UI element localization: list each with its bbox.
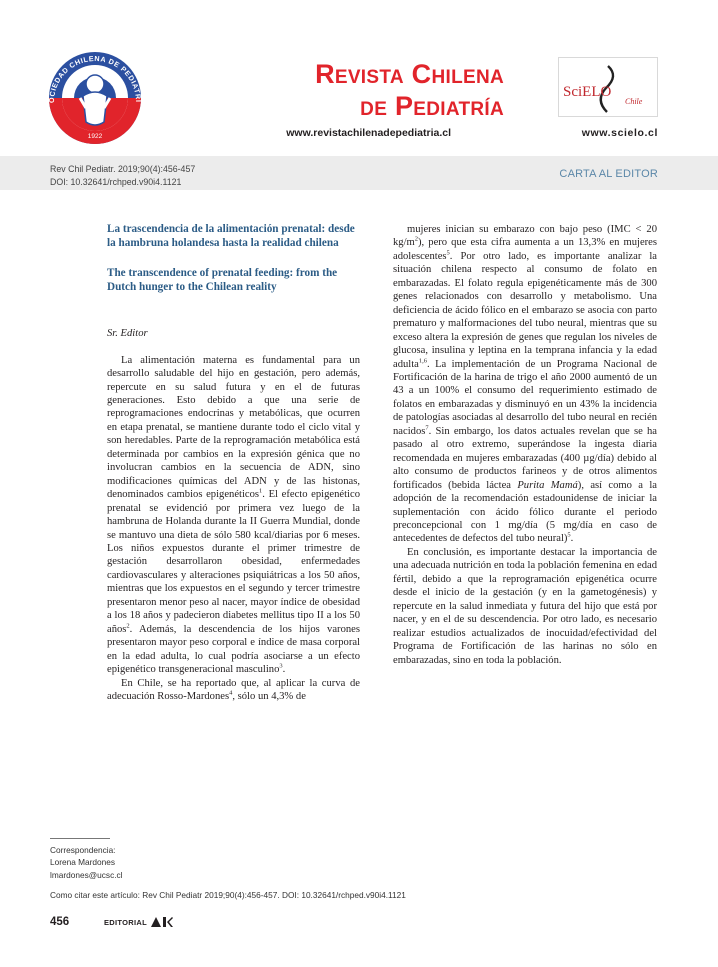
- author-email[interactable]: lmardones@ucsc.cl: [50, 869, 123, 880]
- publisher-mark-icon: [150, 916, 174, 928]
- journal-title-line-2: de Pediatría: [360, 91, 504, 121]
- page-number: 456: [50, 916, 70, 928]
- title-spanish: La trascendencia de la alimentación prenatal: desde la hambruna holandesa hasta la realidad chilena: [107, 223, 355, 250]
- scielo-suffix: Chile: [625, 97, 643, 106]
- seal-year: 1922: [87, 133, 103, 140]
- cite-as-line: Como citar este artículo: Rev Chil Pediatr 2019;90(4):456-457. DOI: 10.32641/rchped.v90i4.1121: [50, 890, 406, 900]
- citation-block: [50, 163, 195, 189]
- title-english: The transcendence of prenatal feeding: from the Dutch hunger to the Chilean reality: [107, 266, 338, 293]
- citation-line: Rev Chil Pediatr. 2019;90(4):456-457: [50, 164, 196, 174]
- product-name: Purita Mamá: [517, 479, 578, 491]
- paragraph-1: La alimentación materna es fundamental para un desarrollo saludable del hijo en gestación, pero además, repercute en su salud futura y en el de futuras generaciones. Esto debido a que una serie de reprogramaciones endocrinas y metabólicas, que ocurren en etapa prenatal, se mantiene durante todo el ciclo vital y son heredables. Parte de la reprogramación metabólica está determinada por cambios en la expresión génica que no involucran cambios en la secuencia de ADN, sino modificaciones químicas del ADN y de las histonas, denominados cambios epigenéticos$^1$. El efecto epigenético prenatal se evidenció por primera vez luego de la hambruna de Holanda durante la II Guerra Mundial, donde se mantuvo una dieta de sólo 580 kcal/diarias por 6 meses. Los niños expuestos durante el primer trimestre de gestación desarrollaron obesidad, enfermedades cardiovasculares y alteraciones psiquiátricas a los 50 años, mientras que los expuestos en el segundo y tercer trimestre presentaron menor peso al nacer, mayor índice de obesidad a los 18 años y padecieron diabetes mellitus tipo II a los 50 años$^2$. Además, la descendencia de los hijos varones presentaron mayor peso corporal e índice de masa corporal en la edad adulta, lo cual podría asociarse a un efecto epigenético transgeneracional masculino$^3$.: [107, 354, 360, 676]
- journal-url[interactable]: www.revistachilenadepediatria.cl: [286, 127, 451, 139]
- society-seal-icon: [30, 40, 160, 144]
- scielo-logo: [558, 57, 658, 117]
- salutation: Sr. Editor: [107, 328, 148, 340]
- scielo-logo-icon: [559, 58, 659, 118]
- left-column: [107, 222, 360, 703]
- correspondence-label: Correspondencia:: [50, 845, 116, 855]
- journal-title: [214, 58, 504, 122]
- right-column: [393, 223, 657, 667]
- reference-marker[interactable]: 4: [229, 689, 233, 697]
- footnote-rule: [50, 838, 110, 839]
- reference-marker[interactable]: 3: [279, 662, 283, 670]
- scielo-url[interactable]: www.scielo.cl: [581, 127, 658, 139]
- publisher-label: EDITORIAL: [104, 917, 147, 927]
- reference-marker[interactable]: 1: [259, 487, 263, 495]
- paragraph-3: En conclusión, es importante destacar la importancia de una adecuada nutrición en toda la población femenina en edad fértil, debido a que la reprogramación epigenética ocurre desde el inicio de la gestación (y en la gametogénesis) y repercute en la salud inmediata y futura del hijo que está por nacer, y en el de su descendencia. Por otro lado, es necesario realizar estudios actualizados de inocuidad/efectividad del Programa de Fortificación de las harinas no sólo en embarazadas, sino en toda la población.: [393, 546, 657, 666]
- reference-marker[interactable]: 7: [425, 424, 429, 432]
- author-name: Lorena Mardones: [50, 857, 116, 868]
- reference-marker[interactable]: 5: [446, 249, 450, 257]
- doi-line[interactable]: DOI: 10.32641/rchped.v90i4.1121: [50, 177, 182, 187]
- section-label: CARTA AL EDITOR: [559, 168, 658, 180]
- paragraph-2-continued: mujeres inician su embarazo con bajo peso (IMC < 20 $kg/m^2$), pero que esta cifra aumenta a un 13,3% en mujeres adolescentes$^5$. Por otro lado, es importante analizar la situación chilena respecto al consumo de folato en embarazadas. El folato regula epigenéticamente más de 300 genes relacionados con desarrollo y metabolismo. Una deficiencia de ácido fólico en el embarazo se asocia con parto prematuro y malformaciones del tubo neural, mientras que su exceso altera la expresión de genes que regulan los niveles de glucosa, insulina y leptina en la temprana infancia y la edad adulta$^{1,6}$. La implementación de un Programa Nacional de Fortificación de la harina de trigo el año 2000 aumentó de un 43 a un 100% el consumo del requerimiento estimado de folatos en embarazadas y disminuyó en un 43% la incidencia de patologías asociadas al desarrollo del tubo neural en recién nacidos$^7$. Sin embargo, los datos actuales revelan que se ha pasado al otro extremo, superándose la ingesta diaria recomendada en mujeres embarazadas (400 µg/día) debido al alto consumo de productos farineos y de otros alimentos fortificados (bebida láctea Purita Mamá), así como a la adopción de la recomendación estadounidense de iniciar la suplementación con ácido fólico durante el periodo preconcepcional con 1 mg/día (5 mg/día en caso de antecedentes de defectos del tubo neural)$^5$.: [393, 224, 657, 545]
- reference-marker[interactable]: 5: [567, 531, 571, 539]
- correspondence-block: [50, 844, 123, 881]
- reference-marker[interactable]: 2: [126, 622, 130, 630]
- reference-marker[interactable]: 1,6: [418, 357, 428, 364]
- paragraph-2-start: En Chile, se ha reportado que, al aplicar la curva de adecuación Rosso-Mardones$^4$, sólo un 4,3% de: [107, 677, 360, 702]
- society-seal-logo: [30, 40, 160, 144]
- journal-title-line-1: Revista Chilena: [315, 59, 504, 89]
- seal-ring-text: OCIEDAD CHILENA DE PEDIATRI: [46, 53, 144, 104]
- scielo-brand: SciELO: [563, 84, 612, 100]
- publisher-logo: [104, 915, 174, 929]
